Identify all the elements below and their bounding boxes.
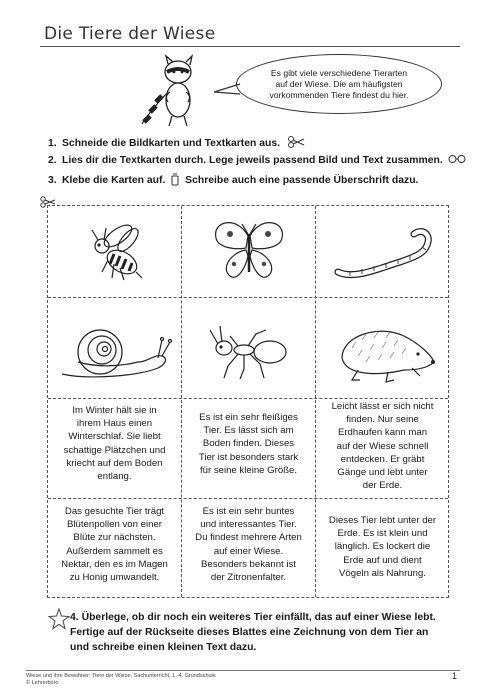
footer: [26, 673, 216, 687]
raccoon-mascot-icon: [130, 52, 210, 132]
cut-line: [48, 297, 448, 298]
card-line: Es ist ein sehr buntes: [202, 506, 295, 517]
card-line: Blütenpollen von einer: [67, 519, 162, 531]
card-line: auf einer Wiese.: [213, 545, 284, 557]
card-grid: [47, 205, 449, 598]
card-line: Besonders bekannt ist: [201, 558, 296, 570]
task-text: Lies dir die Textkarten durch. Lege jeweils passend Bild und Text zusammen.: [62, 155, 443, 166]
card-line: Boden finden. Dieses: [202, 438, 295, 450]
speech-bubble: [236, 54, 442, 114]
footer-copyright: © Lehrerbüro: [26, 680, 59, 686]
earthworm-icon: [330, 222, 440, 282]
card-line: ihrem Haus einen: [76, 418, 153, 430]
glasses-icon: [448, 154, 466, 164]
card-line: Du findest mehrere Arten: [195, 532, 302, 544]
card-line: auf der Wiese schnell: [336, 440, 429, 452]
card-line: Erde auf und dient: [343, 554, 422, 566]
card-line: Winterschlaf. Sie liebt: [68, 431, 161, 443]
task-number: 4.: [70, 612, 79, 623]
cut-line: [48, 398, 448, 399]
card-line: entdecken. Er gräbt: [340, 453, 425, 465]
card-line: finden. Nur seine: [346, 414, 419, 426]
footer-source: Wiese und ihre Bewohner: Tiere der Wiese, Sachunterricht, 1.-4. Grundschule: [26, 673, 216, 679]
page-number: 1: [452, 671, 458, 681]
card-line: länglich. Es lockert die: [334, 541, 431, 553]
card-line: Nektar, den es im Magen: [61, 558, 168, 570]
task-text-after: Schreibe auch eine passende Überschrift dazu.: [185, 175, 419, 186]
card-line: Blüte zur nächsten.: [73, 532, 156, 544]
star-icon: [48, 608, 70, 630]
card-line: Gänge und lebt unter: [337, 467, 428, 479]
card-line: Dieses Tier lebt unter der: [328, 515, 437, 526]
scissors-icon: [287, 136, 305, 148]
card-line: für seine kleine Größe.: [199, 464, 298, 476]
task-text: Klebe die Karten auf.: [62, 175, 166, 186]
card-line: Erdhaufen kann man: [337, 427, 428, 439]
card-line: Im Winter hält sie in: [72, 405, 157, 416]
card-line: Tier ist besonders stark: [198, 451, 299, 463]
text-card-butterfly: [182, 505, 315, 584]
card-line: entlang.: [97, 471, 132, 483]
card-line: Das gesuchte Tier trägt: [64, 506, 165, 517]
card-line: der Erde.: [362, 480, 403, 492]
card-line: kriecht auf dem Boden: [66, 457, 163, 469]
task-4-line: [48, 610, 468, 625]
page-title: Die Tiere der Wiese: [44, 24, 216, 44]
text-card-bee: [48, 505, 181, 584]
card-line: und interessantes Tier.: [200, 519, 297, 531]
speech-line: auf der Wiese. Die am häufigsten: [275, 79, 403, 89]
glue-icon: [171, 172, 179, 186]
task-3: [48, 172, 418, 186]
speech-line: vorkommenden Tiere findest du hier.: [269, 90, 409, 100]
card-line: Erde. Es ist klein und: [337, 528, 428, 540]
text-card-mole: [316, 400, 449, 492]
title-bar: [40, 22, 460, 47]
card-line: Außerdem sammelt es: [66, 545, 163, 557]
text-card-ant: [182, 411, 315, 477]
task-2: [48, 154, 466, 166]
task-4-line: und schreibe einen kleinen Text dazu.: [70, 642, 257, 653]
bee-icon: [78, 218, 152, 286]
task-number: 1.: [48, 138, 57, 149]
task-1: [48, 136, 305, 149]
snail-icon: [58, 318, 174, 384]
task-number: 2.: [48, 155, 57, 166]
cut-line: [48, 498, 448, 499]
task-4: [48, 610, 468, 655]
butterfly-icon: [208, 216, 290, 288]
card-line: Tier. Es lässt sich am: [203, 425, 294, 437]
card-line: der Zitronenfalter.: [210, 572, 287, 584]
task-4-line: Fertige auf der Rückseite dieses Blattes eine Zeichnung von dem Tier an: [70, 627, 429, 638]
task-text: Schneide die Bildkarten und Textkarten aus.: [62, 138, 281, 149]
footer-divider: [26, 670, 460, 671]
text-card-snail: [48, 404, 181, 483]
card-line: Vögeln als Nahrung.: [339, 567, 426, 579]
ant-icon: [200, 322, 296, 382]
card-line: schattige Plätzchen und: [63, 444, 166, 456]
card-line: zu Honig umwandelt.: [69, 572, 160, 584]
task-number: 3.: [48, 175, 57, 186]
speech-line: Es gibt viele verschiedene Tierarten: [270, 68, 408, 78]
task-text: Überlege, ob dir noch ein weiteres Tier einfällt, das auf einer Wiese lebt.: [81, 612, 436, 623]
card-line: Es ist ein sehr fleißiges: [199, 412, 298, 423]
text-card-earthworm: [316, 514, 449, 580]
mole-icon: [328, 318, 440, 388]
card-line: Leicht lässt er sich nicht: [331, 401, 434, 412]
